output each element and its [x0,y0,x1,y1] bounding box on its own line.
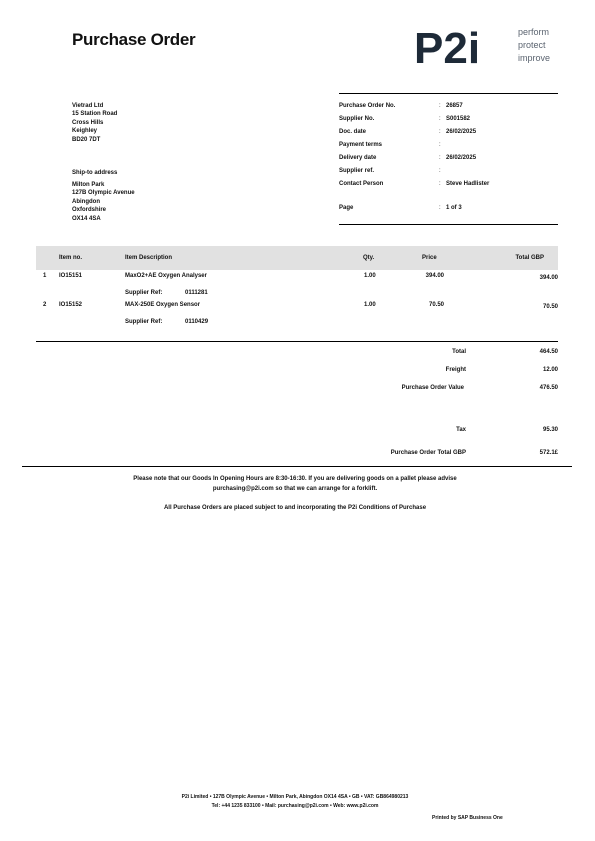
vendor-line: 15 Station Road [72,111,118,118]
vendor-line: BD20 7DT [72,136,101,143]
po-total-value: 572.1£ [539,450,558,456]
totals-bottom-rule [22,466,572,467]
header-value: 26/02/2025 [446,155,477,161]
row-supplier-ref-label: Supplier Ref: [125,319,163,325]
row-total: 394.00 [539,275,558,281]
header-bottom-rule [339,224,558,225]
row-number: 1 [43,273,47,279]
row-item-no: IO15151 [59,273,83,279]
table-bottom-rule [36,341,558,342]
row-supplier-ref: 0110429 [185,319,209,325]
header-value: 26/02/2025 [446,129,477,135]
ship-line: Milton Park [72,182,105,188]
row-number: 2 [43,302,47,308]
tax-value: 95.30 [542,427,558,433]
header-label: Purchase Order No. [339,103,396,109]
row-qty: 1.00 [364,273,376,279]
row-description: MaxO2+AE Oxygen Analyser [125,273,207,279]
ship-line: Abingdon [72,198,100,205]
col-description: Item Description [125,255,173,261]
row-price: 70.50 [428,302,444,308]
po-total-label: Purchase Order Total GBP [390,450,466,456]
items-table-header [36,246,558,270]
col-total: Total GBP [515,255,544,261]
logo-tag-protect: protect [518,40,546,50]
row-supplier-ref: 0111281 [185,290,208,296]
goods-in-note: Please note that our Goods In Opening Hours are 8:30-16:30. If you are delivering goods on a pallet please advise [133,476,457,482]
vendor-line: Keighley [72,128,98,135]
logo-mark: P2i [414,24,481,72]
footer-address: P2i Limited • 127B Olympic Avenue • Milton Park, Abingdon OX14 4SA • GB • VAT: GB864980213 [181,794,409,800]
p2i-logo-icon [414,22,564,72]
col-qty: Qty. [363,255,375,261]
header-label: Payment terms [339,142,383,148]
header-label: Supplier No. [339,116,375,122]
col-price: Price [422,255,437,261]
conditions-note: All Purchase Orders are placed subject to and incorporating the P2i Conditions of Purchase [163,505,427,511]
header-label: Supplier ref. [339,168,375,174]
ship-to-address [72,181,212,223]
goods-in-note-cont: purchasing@p2i.com so that we can arrange for a forklift. [212,486,378,492]
ship-line: Oxfordshire [72,207,107,214]
page-value: 1 of 3 [446,205,462,211]
header-top-rule [339,93,558,94]
ship-line: OX14 4SA [72,215,101,222]
po-value-label: Purchase Order Value [401,385,464,391]
header-label: Delivery date [339,155,377,161]
tax-label: Tax [456,427,466,433]
page-title: Purchase Order [72,30,196,49]
page-label: Page [339,205,354,211]
logo-tag-improve: improve [518,53,551,63]
vendor-line: Cross Hills [72,119,104,126]
company-logo [414,22,564,72]
total-label: Total [452,349,466,355]
freight-value: 12.00 [542,367,558,373]
row-price: 394.00 [425,273,444,279]
row-supplier-ref-label: Supplier Ref: [125,290,163,296]
vendor-address [72,102,212,144]
ship-to-heading: Ship-to address [72,170,118,176]
header-value: Steve Hadlister [446,181,490,187]
logo-tag-perform: perform [518,27,550,37]
row-total: 70.50 [542,304,558,310]
header-value: 26857 [446,103,463,109]
header-value: S001582 [446,116,471,122]
header-label: Doc. date [339,129,367,135]
row-qty: 1.00 [364,302,376,308]
row-item-no: IO15152 [59,302,83,308]
ship-line: 127B Olympic Avenue [72,190,135,197]
header-label: Contact Person [339,181,384,187]
printed-by: Printed by SAP Business One [432,815,503,821]
vendor-line: Vietrad Ltd [72,103,104,109]
total-value: 464.50 [539,349,558,355]
footer-contact: Tel: +44 1235 833100 • Mail: purchasing@p2i.com • Web: www.p2i.com [211,803,379,809]
row-description: MAX-250E Oxygen Sensor [125,302,201,308]
po-value: 476.50 [539,385,558,391]
freight-label: Freight [445,367,466,373]
col-item-no: Item no. [59,255,83,261]
